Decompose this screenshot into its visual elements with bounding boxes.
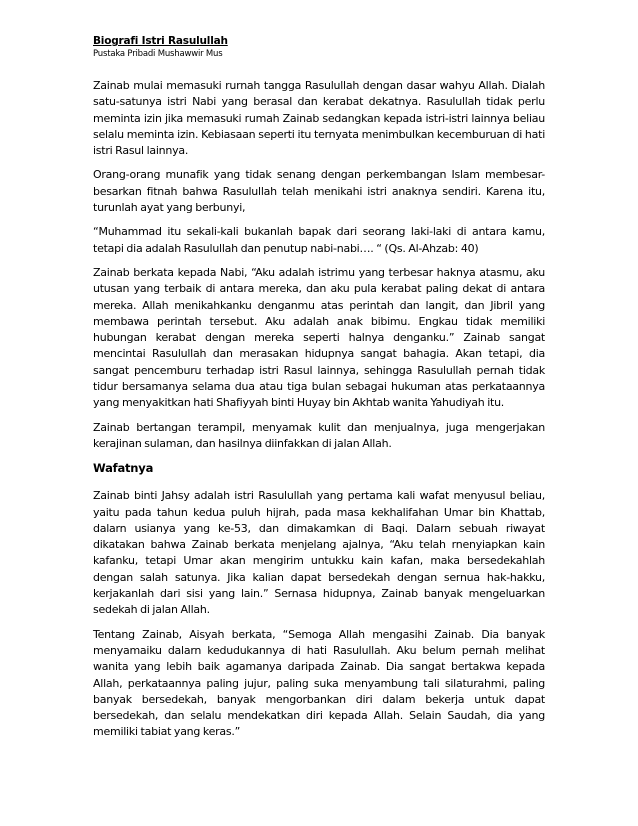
paragraph-7: Tentang Zainab, Aisyah berkata, “Semoga Allah mengasihi Zainab. Dia banyak menyamaiku dalarn kedudukannya di hati Rasulullah. Aku belum pernah melihat wanita yang lebih baik agamanya daripada Zainab. Dia sangat bertakwa kepada Allah, perkataannya paling jujur, paling suka menyambung tali silaturahmi, paling banyak bersedekah, banyak mengorbankan diri dalam bekerja untuk dapat bersedekah, dan selalu mendekatkan diri kepada Allah. Selain Saudah, dia yang memiliki tabiat yang keras.” <box>93 627 545 739</box>
document-source: Pustaka Pribadi Mushawwir Mus <box>93 49 223 59</box>
quote-paragraph: “Muhammad itu sekali-kali bukanlah bapak dari seorang laki-laki di antara kamu, tetapi dia adalah Rasulullah dan penutup nabi-nabi…. “ (Qs. Al-Ahzab: 40) <box>93 225 545 255</box>
paragraph-6: Zainab binti Jahsy adalah istri Rasulullah yang pertama kali wafat menyusul beliau, yaitu pada tahun kedua puluh hijrah, pada masa kekhalifahan Umar bin Khattab, dalarn usianya yang ke-53, dan dimakamkan di Baqi. Dalarn sebuah riwayat dikatakan bahwa Zainab berkata menjelang ajalnya, “Aku telah rnenyiapkan kain kafanku, tetapi Umar akan mengirim untukku kain kafan, maka bersedekahlah dengan salah satunya. Jika kalian dapat bersedekah dengan sernua hak-hakku, kerjakanlah dari sisi yang lain.” Sernasa hidupnya, Zainab banyak mengeluarkan sedekah di jalan Allah. <box>93 489 545 617</box>
paragraph-1: Zainab mulai memasuki rurnah tangga Rasulullah dengan dasar wahyu Allah. Dialah satu-satunya istri Nabi yang berasal dan kerabat dekatnya. Rasulullah tidak perlu meminta izin jika memasuki rumah Zainab sedangkan kepada istri-istri lainnya beliau selalu meminta izin. Kebiasaan seperti itu ternyata menimbulkan kecemburuan di hati istri Rasul lainnya. <box>93 79 545 158</box>
paragraph-5: Zainab bertangan terampil, menyamak kulit dan menjualnya, juga mengerjakan kerajinan sulaman, dan hasilnya diinfakkan di jalan Allah. <box>93 420 545 450</box>
document-title: Biografi Istri Rasulullah <box>93 35 228 47</box>
section-heading: Wafatnya <box>93 461 154 476</box>
paragraph-4: Zainab berkata kepada Nabi, “Aku adalah istrimu yang terbesar haknya atasmu, aku utusan yang terbaik di antara mereka, dan aku pula kerabat paling dekat di antara mereka. Allah menikahkanku denganmu atas perintah dan langit, dan Jibril yang membawa perintah tersebut. Aku adalah anak bibimu. Engkau tidak memiliki hubungan kerabat dengan mereka seperti halnya denganku.” Zainab sangat mencintai Rasulullah dan merasakan hidupnya sangat bahagia. Akan tetapi, dia sangat pencemburu terhadap istri Rasul lainnya, sehingga Rasulullah pernah tidak tidur bersamanya selama dua atau tiga bulan sebagai hukuman atas perkataannya yang menyakitkan hati Shafiyyah binti Huyay bin Akhtab wanita Yahudiyah itu. <box>93 265 545 410</box>
document-page <box>93 34 545 749</box>
paragraph-2: Orang-orang munafik yang tidak senang dengan perkembangan Islam membesar-besarkan fitnah bahwa Rasulullah telah menikahi istri anaknya sendiri. Karena itu, turunlah ayat yang berbunyi, <box>93 168 545 215</box>
